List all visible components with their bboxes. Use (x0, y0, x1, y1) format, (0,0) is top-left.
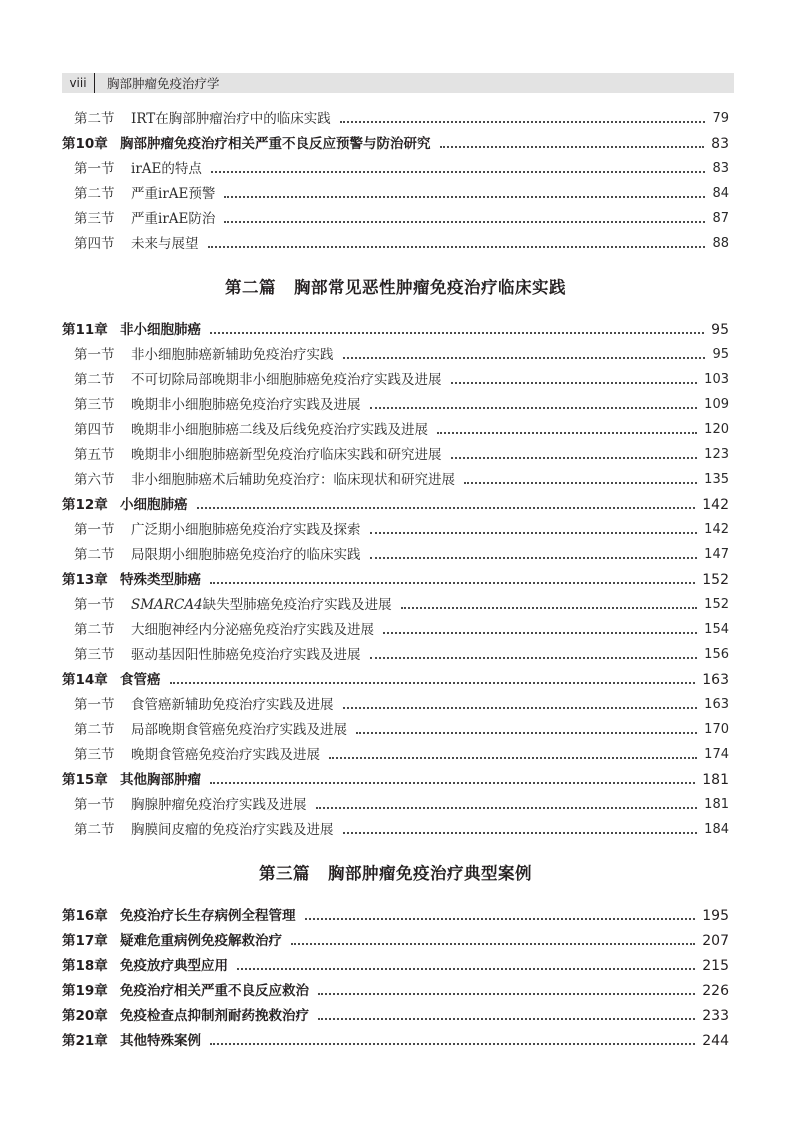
entry-page-number: 163 (702, 672, 729, 688)
toc-section-entry[interactable] (62, 178, 729, 203)
part-title: 胸部常见恶性肿瘤免疫治疗临床实践 (294, 277, 566, 297)
entry-title (131, 471, 455, 489)
toc-chapter-entry[interactable] (62, 314, 729, 339)
entry-title (131, 596, 392, 614)
toc-section-entry[interactable] (62, 203, 729, 228)
entry-page-number: 207 (702, 933, 729, 949)
entry-number: 第二节 (74, 372, 115, 388)
entry-page-number: 123 (704, 447, 729, 462)
entry-title-text: 胸腺肿瘤免疫治疗实践及进展 (131, 797, 307, 813)
entry-number: 第18章 (62, 958, 108, 974)
entry-title-text: irAE的特点 (131, 161, 202, 177)
toc-section-entry[interactable] (62, 514, 729, 539)
entry-title-text: 晚期非小细胞肺癌免疫治疗实践及进展 (131, 397, 361, 413)
toc-section-entry[interactable] (62, 614, 729, 639)
toc-section-entry[interactable] (62, 814, 729, 839)
entry-title-text: 驱动基因阳性肺癌免疫治疗实践及进展 (131, 647, 361, 663)
entry-page-number: 181 (704, 797, 729, 812)
entry-title-text: 疑难危重病例免疫解救治疗 (120, 933, 282, 949)
entry-title-text: 免疫放疗典型应用 (120, 958, 228, 974)
entry-title-text: 胸膜间皮瘤的免疫治疗实践及进展 (131, 822, 334, 838)
dot-leader (237, 968, 695, 970)
entry-title (120, 135, 431, 153)
entry-title-text: 食管癌 (120, 672, 161, 688)
dot-leader (224, 196, 705, 198)
toc-section-entry[interactable] (62, 389, 729, 414)
entry-title-text: 特殊类型肺癌 (120, 572, 201, 588)
entry-number: 第一节 (74, 697, 115, 713)
entry-number: 第三节 (74, 211, 115, 227)
toc-chapter-entry[interactable] (62, 900, 729, 925)
part-number: 第二篇 (225, 277, 276, 297)
entry-title (120, 1007, 309, 1025)
entry-title-text: 局部晚期食管癌免疫治疗实践及进展 (131, 722, 347, 738)
dot-leader (383, 632, 697, 634)
entry-number: 第五节 (74, 447, 115, 463)
dot-leader (451, 382, 698, 384)
entry-page-number: 152 (702, 572, 729, 588)
entry-page-number: 88 (712, 236, 729, 251)
entry-title (120, 982, 309, 1000)
entry-title (120, 571, 201, 589)
entry-title-text: 食管癌新辅助免疫治疗实践及进展 (131, 697, 334, 713)
dot-leader (370, 657, 698, 659)
dot-leader (370, 532, 698, 534)
entry-title (120, 671, 161, 689)
entry-page-number: 142 (702, 497, 729, 513)
toc-chapter-entry[interactable] (62, 128, 729, 153)
toc-block-2 (62, 314, 729, 839)
dot-leader (318, 993, 695, 995)
toc-chapter-entry[interactable] (62, 564, 729, 589)
entry-number: 第二节 (74, 722, 115, 738)
part-number: 第三篇 (259, 863, 310, 883)
entry-number: 第二节 (74, 111, 115, 127)
entry-title (120, 932, 282, 950)
toc-section-entry[interactable] (62, 714, 729, 739)
dot-leader (210, 782, 695, 784)
entry-page-number: 156 (704, 647, 729, 662)
entry-number: 第20章 (62, 1008, 108, 1024)
entry-number: 第三节 (74, 647, 115, 663)
dot-leader (291, 943, 695, 945)
entry-page-number: 83 (712, 161, 729, 176)
toc-section-entry[interactable] (62, 103, 729, 128)
entry-title (131, 821, 334, 839)
entry-title-text: 晚期食管癌免疫治疗实践及进展 (131, 747, 320, 763)
entry-page-number: 95 (712, 347, 729, 362)
entry-number: 第三节 (74, 747, 115, 763)
dot-leader (340, 121, 706, 123)
entry-number: 第14章 (62, 672, 108, 688)
entry-title (131, 746, 320, 764)
entry-page-number: 170 (704, 722, 729, 737)
toc-chapter-entry[interactable] (62, 975, 729, 1000)
entry-page-number: 83 (711, 136, 729, 152)
entry-page-number: 215 (702, 958, 729, 974)
entry-title-text: 广泛期小细胞肺癌免疫治疗实践及探索 (131, 522, 361, 538)
entry-number: 第四节 (74, 236, 115, 252)
entry-number: 第一节 (74, 347, 115, 363)
entry-page-number: 147 (704, 547, 729, 562)
dot-leader (197, 507, 696, 509)
entry-page-number: 233 (702, 1008, 729, 1024)
entry-number: 第10章 (62, 136, 108, 152)
entry-page-number: 95 (711, 322, 729, 338)
entry-title (120, 321, 201, 339)
entry-number: 第二节 (74, 822, 115, 838)
toc-section-entry[interactable] (62, 539, 729, 564)
header-page-number: viii (62, 73, 95, 93)
entry-page-number: 135 (704, 472, 729, 487)
toc-section-entry[interactable] (62, 439, 729, 464)
dot-leader (210, 332, 704, 334)
entry-title (131, 346, 334, 364)
entry-title (131, 546, 361, 564)
entry-title-text: 严重irAE防治 (131, 211, 216, 227)
entry-page-number: 120 (704, 422, 729, 437)
part-heading-2 (62, 253, 729, 314)
part-heading-3 (62, 839, 729, 900)
entry-number: 第一节 (74, 797, 115, 813)
entry-page-number: 184 (704, 822, 729, 837)
entry-title (131, 160, 202, 178)
entry-page-number: 109 (704, 397, 729, 412)
entry-title (120, 1032, 201, 1050)
dot-leader (208, 246, 706, 248)
toc-section-entry[interactable] (62, 364, 729, 389)
toc-chapter-entry[interactable] (62, 950, 729, 975)
dot-leader (437, 432, 697, 434)
entry-page-number: 174 (704, 747, 729, 762)
entry-number: 第一节 (74, 522, 115, 538)
entry-title (120, 771, 201, 789)
entry-title (131, 646, 361, 664)
entry-number: 第二节 (74, 547, 115, 563)
entry-title-text: 缺失型肺癌免疫治疗实践及进展 (202, 597, 392, 613)
entry-title (131, 371, 442, 389)
dot-leader (318, 1018, 695, 1020)
entry-page-number: 226 (702, 983, 729, 999)
entry-number: 第二节 (74, 622, 115, 638)
toc-chapter-entry[interactable] (62, 489, 729, 514)
entry-title-text: 非小细胞肺癌术后辅助免疫治疗：临床现状和研究进展 (131, 472, 455, 488)
entry-page-number: 163 (704, 697, 729, 712)
entry-title (120, 957, 228, 975)
entry-title-text: 局限期小细胞肺癌免疫治疗的临床实践 (131, 547, 361, 563)
entry-title (131, 796, 307, 814)
dot-leader (370, 407, 698, 409)
entry-title-text: 未来与展望 (131, 236, 199, 252)
entry-title (131, 185, 215, 203)
toc-section-entry[interactable] (62, 739, 729, 764)
header-book-title: 胸部肿瘤免疫治疗学 (107, 76, 220, 91)
entry-number: 第16章 (62, 908, 108, 924)
entry-number: 第21章 (62, 1033, 108, 1049)
toc-chapter-entry[interactable] (62, 1025, 729, 1050)
entry-title-text: 不可切除局部晚期非小细胞肺癌免疫治疗实践及进展 (131, 372, 442, 388)
entry-page-number: 142 (704, 522, 729, 537)
entry-title-text: 非小细胞肺癌 (120, 322, 201, 338)
entry-page-number: 195 (702, 908, 729, 924)
dot-leader (343, 357, 706, 359)
entry-number: 第一节 (74, 161, 115, 177)
entry-number: 第二节 (74, 186, 115, 202)
toc-section-entry[interactable] (62, 228, 729, 253)
dot-leader (224, 221, 705, 223)
entry-number: 第11章 (62, 322, 108, 338)
dot-leader (464, 482, 697, 484)
entry-page-number: 244 (702, 1033, 729, 1049)
entry-title (131, 621, 374, 639)
entry-page-number: 152 (704, 597, 729, 612)
toc-block-1 (62, 103, 729, 253)
toc-section-entry[interactable] (62, 789, 729, 814)
toc-chapter-entry[interactable] (62, 764, 729, 789)
entry-title (131, 235, 199, 253)
entry-title-text: IRT在胸部肿瘤治疗中的临床实践 (131, 111, 331, 127)
entry-number: 第三节 (74, 397, 115, 413)
entry-title-gene: SMARCA4 (131, 597, 203, 613)
entry-number: 第一节 (74, 597, 115, 613)
entry-title (131, 446, 442, 464)
dot-leader (316, 807, 698, 809)
toc-section-entry[interactable] (62, 339, 729, 364)
entry-title (131, 521, 361, 539)
dot-leader (170, 682, 696, 684)
entry-title-text: 小细胞肺癌 (120, 497, 188, 513)
dot-leader (210, 1043, 695, 1045)
entry-number: 第17章 (62, 933, 108, 949)
entry-number: 第13章 (62, 572, 108, 588)
dot-leader (305, 918, 696, 920)
entry-title (120, 907, 296, 925)
entry-title (131, 396, 361, 414)
dot-leader (451, 457, 698, 459)
running-header (62, 73, 734, 93)
toc-section-entry[interactable] (62, 414, 729, 439)
entry-number: 第15章 (62, 772, 108, 788)
toc-section-entry[interactable] (62, 639, 729, 664)
entry-number: 第19章 (62, 983, 108, 999)
dot-leader (401, 607, 698, 609)
entry-number: 第四节 (74, 422, 115, 438)
entry-title (131, 721, 347, 739)
entry-title-text: 免疫检查点抑制剂耐药挽救治疗 (120, 1008, 309, 1024)
entry-page-number: 84 (712, 186, 729, 201)
table-of-contents (62, 103, 729, 1050)
entry-title-text: 免疫治疗长生存病例全程管理 (120, 908, 296, 924)
entry-number: 第12章 (62, 497, 108, 513)
entry-title-text: 大细胞神经内分泌癌免疫治疗实践及进展 (131, 622, 374, 638)
entry-title-text: 其他胸部肿瘤 (120, 772, 201, 788)
entry-title (131, 210, 215, 228)
toc-chapter-entry[interactable] (62, 1000, 729, 1025)
dot-leader (370, 557, 698, 559)
entry-page-number: 87 (712, 211, 729, 226)
dot-leader (210, 582, 695, 584)
dot-leader (356, 732, 697, 734)
dot-leader (343, 707, 698, 709)
entry-title-text: 严重irAE预警 (131, 186, 216, 202)
toc-block-3 (62, 900, 729, 1050)
dot-leader (329, 757, 697, 759)
entry-title-text: 免疫治疗相关严重不良反应救治 (120, 983, 309, 999)
entry-title (120, 496, 188, 514)
entry-page-number: 103 (704, 372, 729, 387)
toc-chapter-entry[interactable] (62, 925, 729, 950)
toc-chapter-entry[interactable] (62, 664, 729, 689)
dot-leader (343, 832, 698, 834)
entry-title (131, 110, 331, 128)
entry-title-text: 胸部肿瘤免疫治疗相关严重不良反应预警与防治研究 (120, 136, 431, 152)
toc-section-entry[interactable] (62, 464, 729, 489)
entry-title (131, 421, 428, 439)
entry-title-text: 非小细胞肺癌新辅助免疫治疗实践 (131, 347, 334, 363)
dot-leader (211, 171, 706, 173)
toc-section-entry[interactable] (62, 153, 729, 178)
entry-title-text: 晚期非小细胞肺癌新型免疫治疗临床实践和研究进展 (131, 447, 442, 463)
entry-number: 第六节 (74, 472, 115, 488)
entry-page-number: 79 (712, 111, 729, 126)
part-title: 胸部肿瘤免疫治疗典型案例 (328, 863, 532, 883)
entry-title-text: 晚期非小细胞肺癌二线及后线免疫治疗实践及进展 (131, 422, 428, 438)
toc-section-entry[interactable] (62, 589, 729, 614)
entry-page-number: 154 (704, 622, 729, 637)
entry-title (131, 696, 334, 714)
entry-title-text: 其他特殊案例 (120, 1033, 201, 1049)
entry-page-number: 181 (702, 772, 729, 788)
toc-section-entry[interactable] (62, 689, 729, 714)
dot-leader (440, 146, 705, 148)
